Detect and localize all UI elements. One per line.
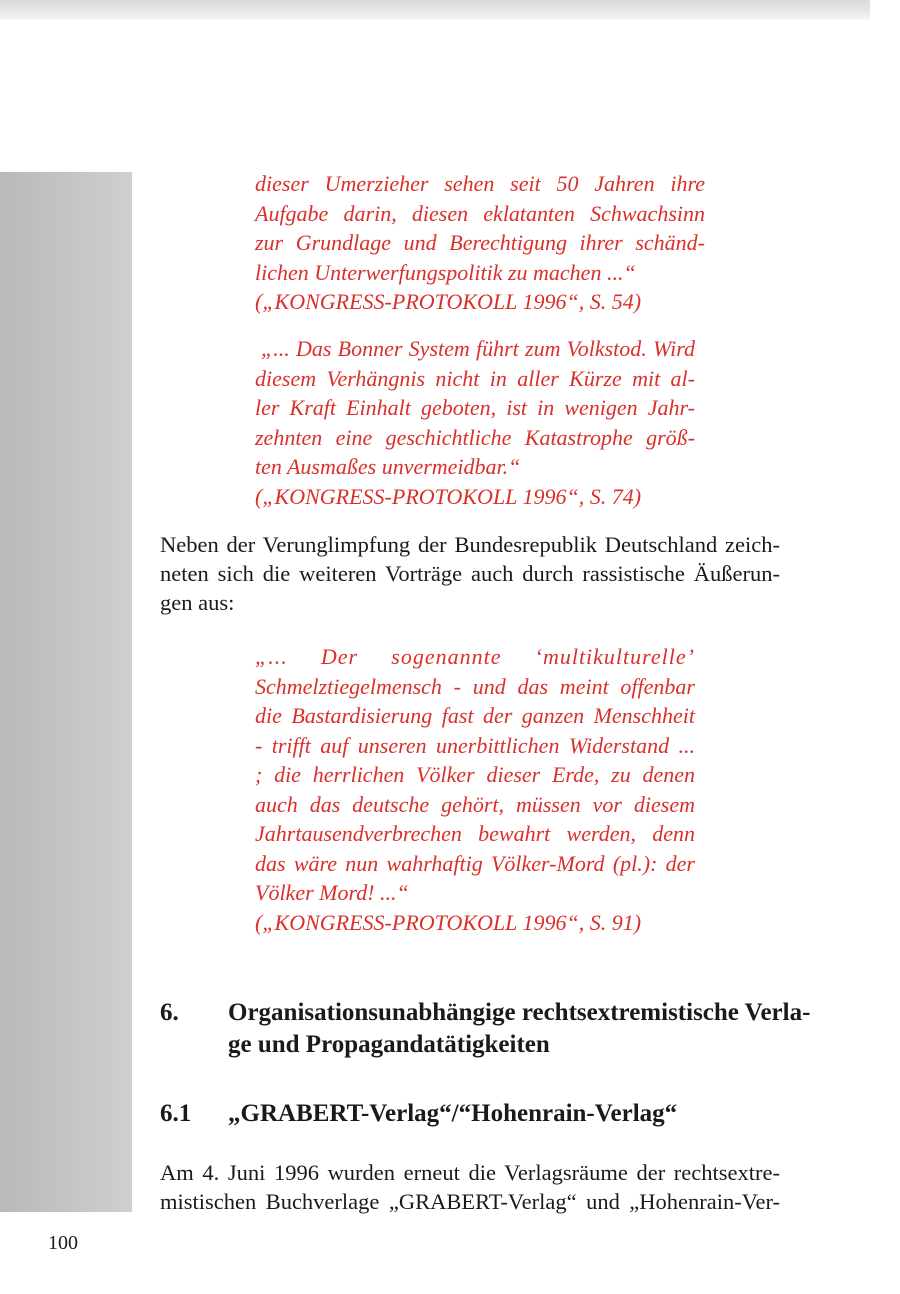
quote-line: die Bastardisierung fast der ganzen Menschheit bbox=[255, 703, 695, 728]
quote-line: Schmelztiegelmensch - und das meint offenbar bbox=[255, 673, 695, 699]
paragraph-line: Neben der Verunglimpfung der Bundesrepublik Deutschland zeich- bbox=[160, 532, 780, 557]
quote-kongress-s91 bbox=[255, 642, 695, 937]
quote-line: ; die herrlichen Völker dieser Erde, zu denen bbox=[255, 762, 695, 787]
quote-line: dieser Umerzieher sehen seit 50 Jahren ihre bbox=[255, 171, 705, 196]
quote-citation: („KONGRESS-PROTOKOLL 1996“, S. 91) bbox=[255, 909, 642, 935]
page-number: 100 bbox=[48, 1232, 78, 1254]
quote-line: „... Das Bonner System führt zum Volkstod. Wird bbox=[261, 336, 695, 361]
section-6-heading bbox=[160, 997, 811, 1063]
quote-line: Aufgabe darin, diesen eklatanten Schwachsinn bbox=[255, 200, 705, 226]
quote-citation: („KONGRESS-PROTOKOLL 1996“, S. 74) bbox=[255, 483, 642, 509]
paragraph-line: gen aus: bbox=[160, 590, 235, 615]
paragraph-line: neten sich die weiteren Vorträge auch durch rassistische Äußerun- bbox=[160, 561, 780, 586]
section-title bbox=[228, 997, 810, 1061]
paragraph-grabert-verlag bbox=[160, 1158, 780, 1216]
section-title-line: Organisationsunabhängige rechtsextremistische Verla- bbox=[228, 999, 811, 1026]
section-6-1-heading bbox=[160, 1098, 790, 1132]
section-title-line: ge und Propagandatätigkeiten bbox=[228, 1031, 550, 1058]
paragraph-line: mistischen Buchverlage „GRABERT-Verlag“ und „Hohenrain-Ver- bbox=[160, 1189, 780, 1214]
paragraph-rassistische-aeusserungen bbox=[160, 530, 780, 617]
quote-line: „... Der sogenannte ‘multikulturelle’ bbox=[255, 644, 695, 669]
section-number: 6. bbox=[160, 999, 179, 1026]
quote-line: diesem Verhängnis nicht in aller Kürze mit al- bbox=[255, 365, 695, 391]
quote-line: zehnten eine geschichtliche Katastrophe größ- bbox=[255, 424, 695, 450]
quote-line: zur Grundlage und Berechtigung ihrer schänd- bbox=[255, 230, 705, 255]
scan-side-strip bbox=[0, 172, 132, 1212]
quote-line: lichen Unterwerfungspolitik zu machen ...“ bbox=[255, 259, 636, 285]
quote-citation: („KONGRESS-PROTOKOLL 1996“, S. 54) bbox=[255, 289, 642, 314]
quote-kongress-s54 bbox=[255, 169, 705, 317]
paragraph-line: Am 4. Juni 1996 wurden erneut die Verlagsräume der rechtsextre- bbox=[160, 1160, 780, 1185]
quote-line: ten Ausmaßes unvermeidbar.“ bbox=[255, 454, 521, 479]
quote-line: - trifft auf unseren unerbittlichen Widerstand ... bbox=[255, 732, 695, 758]
section-number: 6.1 bbox=[160, 1100, 192, 1127]
quote-kongress-s74 bbox=[255, 334, 695, 511]
quote-line: das wäre nun wahrhaftig Völker-Mord (pl.): der bbox=[255, 850, 695, 876]
scan-top-band bbox=[0, 0, 870, 20]
quote-line: ler Kraft Einhalt geboten, ist in wenigen Jahr- bbox=[255, 395, 695, 420]
quote-line: Völker Mord! ...“ bbox=[255, 880, 409, 905]
section-title: „GRABERT-Verlag“/“Hohenrain-Verlag“ bbox=[228, 1100, 678, 1127]
quote-line: auch das deutsche gehört, müssen vor diesem bbox=[255, 791, 695, 817]
quote-line: Jahrtausendverbrechen bewahrt werden, denn bbox=[255, 821, 695, 846]
